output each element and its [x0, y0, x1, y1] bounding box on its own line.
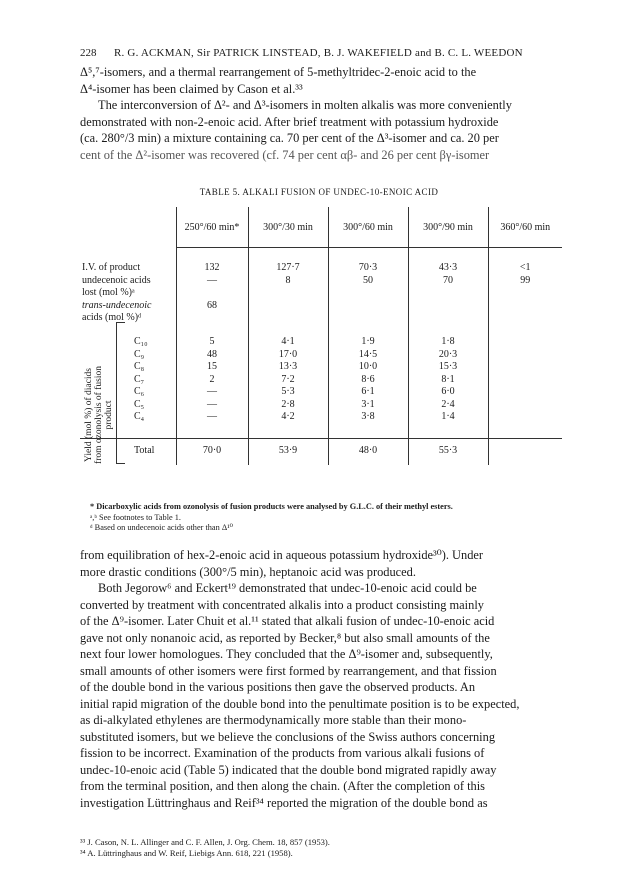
footnote: ᵃ,ᵇ See footnotes to Table 1. — [90, 512, 181, 522]
text-line: of the double bond in the various positions then gave the observed products. An — [80, 680, 476, 694]
text-line: as di-alkylated ethylenes are thermodynamically more stable than their mono- — [80, 713, 467, 727]
column-header: 360°/60 min — [488, 207, 562, 248]
text-line: The interconversion of Δ²- and Δ³-isomers in molten alkalis was more conveniently — [98, 98, 512, 112]
footnote: ᵈ Based on undecenoic acids other than Δ¹⁰ — [90, 523, 233, 532]
column-header: 300°/30 min — [248, 207, 328, 248]
table-cell: 3·1 — [328, 399, 408, 412]
table-cell — [248, 300, 328, 313]
table-cell — [176, 287, 248, 300]
column-header: 250°/60 min* — [176, 207, 248, 248]
table-cell — [488, 336, 562, 349]
column-header: 300°/60 min — [328, 207, 408, 248]
table-cell — [328, 300, 408, 313]
paragraph-1 — [80, 64, 558, 97]
table-cell — [488, 399, 562, 412]
text-line: substituted isomers, but we believe the conclusions of the Swiss authors concerning — [80, 729, 496, 744]
table-cell: 50 — [328, 275, 408, 288]
paragraph-2 — [80, 97, 558, 163]
table-cell: 5 — [176, 336, 248, 349]
table-row — [80, 349, 562, 362]
row-label: undecenoic acids — [82, 274, 151, 286]
footnote: * Dicarboxylic acids from ozonolysis of fusion products were analysed by G.L.C. of their methyl esters. — [90, 502, 453, 511]
table-cell: 55·3 — [408, 438, 488, 465]
table-row — [80, 386, 562, 399]
text-line: from equilibration of hex-2-enoic acid in aqueous potassium hydroxide³⁰). Under — [80, 548, 484, 562]
table-cell: 127·7 — [248, 262, 328, 275]
table-cell — [488, 287, 562, 300]
yield-axis-label — [85, 330, 113, 500]
table-cell: <1 — [488, 262, 562, 275]
text-line: small amounts of other isomers were first formed by rearrangement, and that fission — [80, 663, 497, 678]
table-row — [80, 312, 562, 336]
table-cell: 48 — [176, 349, 248, 362]
references — [80, 837, 558, 858]
row-label: C₆ — [134, 386, 145, 397]
text-line: converted by treatment with concentrated alkalis into a product consisting mainly — [80, 597, 484, 612]
table-cell: 20·3 — [408, 349, 488, 362]
table-cell — [328, 287, 408, 300]
page-number: 228 — [80, 47, 97, 59]
table-cell — [488, 312, 562, 336]
table-cell — [248, 287, 328, 300]
table-cell: — — [176, 386, 248, 399]
table-cell — [488, 438, 562, 465]
table-cell: 2 — [176, 374, 248, 387]
table-cell: — — [176, 411, 248, 424]
table-cell — [488, 374, 562, 387]
text-line: from the terminal position, and then along the chain. (After the completion of this — [80, 779, 486, 793]
running-title: R. G. ACKMAN, Sir PATRICK LINSTEAD, B. J. WAKEFIELD and B. C. L. WEEDON — [114, 47, 523, 59]
text-line: initial rapid migration of the double bond into the penultimate position is to be expected, — [80, 696, 520, 711]
table-cell — [176, 312, 248, 336]
table-cell: 6·0 — [408, 386, 488, 399]
table-cell: 99 — [488, 275, 562, 288]
table-cell: 10·0 — [328, 361, 408, 374]
paragraph-4 — [80, 580, 558, 811]
table-cell: 43·3 — [408, 262, 488, 275]
table-cell: 70·0 — [176, 438, 248, 465]
table-cell: 2·8 — [248, 399, 328, 412]
table-cell: 2·4 — [408, 399, 488, 412]
table-cell: 4·1 — [248, 336, 328, 349]
row-label: lost (mol %)ᵃ — [82, 287, 135, 298]
row-label: trans-undecenoic — [82, 299, 152, 311]
text-line: demonstrated with non-2-enoic acid. After brief treatment with potassium hydroxide — [80, 114, 499, 129]
text-line: next four lower homologues. They concluded that the Δ⁹-isomer and, subsequently, — [80, 647, 493, 661]
table-cell — [408, 300, 488, 313]
row-label: C₉ — [134, 348, 145, 360]
text-line: undec-10-enoic acid (Table 5) indicated that the double bond migrated rapidly away — [80, 762, 497, 777]
table-cell — [488, 361, 562, 374]
paragraph-3 — [80, 547, 558, 580]
table-cell — [488, 349, 562, 362]
table-cell: 3·8 — [328, 411, 408, 424]
row-label: I.V. of product — [82, 262, 141, 273]
table-cell — [248, 312, 328, 336]
table-cell: 53·9 — [248, 438, 328, 465]
table-row — [80, 411, 562, 424]
table-caption: TABLE 5. ALKALI FUSION OF UNDEC-10-ENOIC ACID — [199, 187, 439, 197]
table-row — [80, 262, 562, 275]
table-cell: 8 — [248, 275, 328, 288]
table-cell: 6·1 — [328, 386, 408, 399]
table-cell: 4·2 — [248, 411, 328, 424]
table-header-row — [80, 207, 562, 248]
table-cell: 70·3 — [328, 262, 408, 275]
table-cell: 1·9 — [328, 336, 408, 349]
row-label: C₁₀ — [134, 336, 148, 347]
table-cell — [328, 312, 408, 336]
table-cell: 70 — [408, 275, 488, 288]
row-label: C₄ — [134, 411, 145, 422]
table-row — [80, 399, 562, 412]
table-cell: 8·1 — [408, 374, 488, 387]
table-cell: 7·2 — [248, 374, 328, 387]
table-row — [80, 374, 562, 387]
row-label: Total — [80, 438, 176, 465]
table-row — [80, 300, 562, 313]
table-footnotes — [90, 502, 560, 534]
side-label-line: product — [104, 400, 114, 430]
column-header: 300°/90 min — [408, 207, 488, 248]
reference: ³³ J. Cason, N. L. Allinger and C. F. Allen, J. Org. Chem. 18, 857 (1953). — [80, 837, 330, 847]
table-row — [80, 361, 562, 374]
text-line: gave not only nonanoic acid, as reported by Becker,⁸ but also small amounts of the — [80, 630, 490, 645]
table-cell — [488, 300, 562, 313]
table-cell: 48·0 — [328, 438, 408, 465]
table-cell: 68 — [176, 300, 248, 313]
table-cell: 1·8 — [408, 336, 488, 349]
total-row — [80, 438, 562, 465]
text-line: (ca. 280°/3 min) a mixture containing ca. 70 per cent of the Δ³-isomer and ca. 20 per — [80, 131, 499, 145]
table-row — [80, 336, 562, 349]
table-cell — [488, 411, 562, 424]
text-line: more drastic conditions (300°/5 min), heptanoic acid was produced. — [80, 564, 416, 579]
table-row — [80, 275, 562, 288]
bracket — [116, 322, 125, 464]
table-header-blank — [80, 207, 176, 248]
row-label: C₅ — [134, 398, 145, 410]
table-cell: 8·6 — [328, 374, 408, 387]
table-cell — [488, 386, 562, 399]
table-cell: 5·3 — [248, 386, 328, 399]
table-cell: 15·3 — [408, 361, 488, 374]
table-cell — [408, 312, 488, 336]
text-line: cent of the Δ²-isomer was recovered (cf. 74 per cent αβ- and 26 per cent βγ-isomer — [80, 147, 490, 162]
table-cell: 132 — [176, 262, 248, 275]
text-line: of the Δ⁹-isomer. Later Chuit et al.¹¹ stated that alkali fusion of undec-10-enoic acid — [80, 614, 495, 628]
data-table — [80, 207, 562, 465]
side-label-line: Yield (mol %) of diacids — [84, 368, 94, 462]
table-cell: — — [176, 399, 248, 412]
reference: ³⁴ A. Lüttringhaus and W. Reif, Liebigs Ann. 618, 221 (1958). — [80, 847, 293, 858]
table-cell: 1·4 — [408, 411, 488, 424]
text-line: investigation Lüttringhaus and Reif³⁴ reported the migration of the double bond as — [80, 795, 488, 810]
row-label: acids (mol %)ᵈ — [82, 312, 142, 323]
table-cell: — — [176, 275, 248, 288]
text-line: Both Jegorow⁶ and Eckert¹⁹ demonstrated that undec-10-enoic acid could be — [98, 581, 477, 595]
table-cell: 14·5 — [328, 349, 408, 362]
row-label: C₈ — [134, 361, 145, 372]
row-label: C₇ — [134, 373, 145, 385]
side-label-line: from ozonolysis of fusion — [94, 366, 104, 464]
text-line: Δ⁴-isomer has been claimed by Cason et al.³³ — [80, 81, 303, 96]
table-row — [80, 287, 562, 300]
table-cell: 17·0 — [248, 349, 328, 362]
table-cell — [408, 287, 488, 300]
text-line: fission to be incorrect. Examination of the products from various alkali fusions of — [80, 746, 485, 760]
text-line: Δ⁵,⁷-isomers, and a thermal rearrangement of 5-methyltridec-2-enoic acid to the — [80, 65, 477, 79]
table-cell: 13·3 — [248, 361, 328, 374]
table-cell: 15 — [176, 361, 248, 374]
